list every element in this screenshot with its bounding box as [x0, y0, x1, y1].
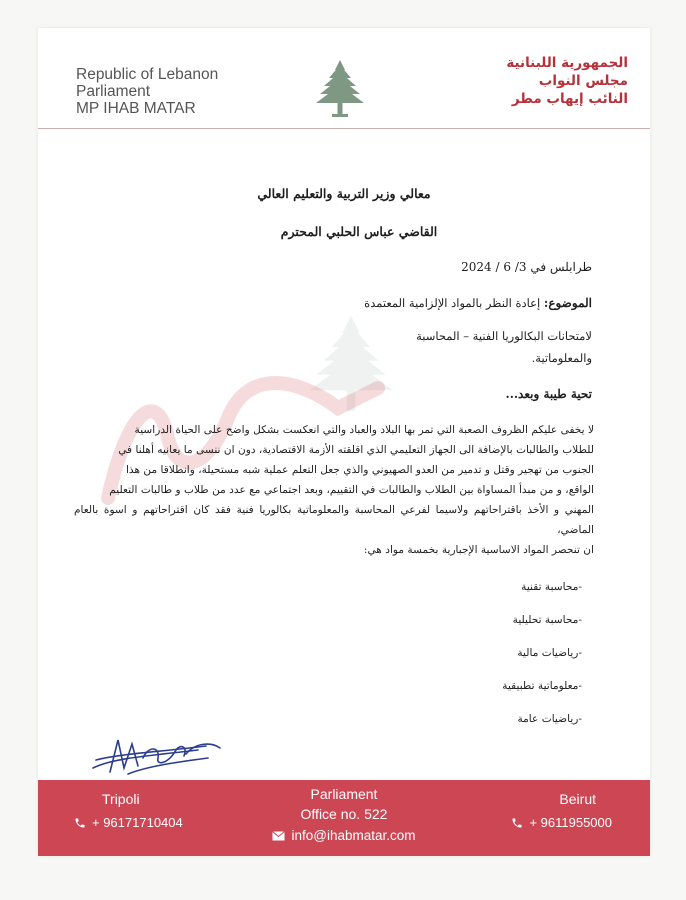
header-ar-line-2: مجلس النواب: [538, 73, 628, 89]
footer-right-phone-row: [511, 814, 612, 832]
footer-beirut: [511, 790, 612, 832]
footer-email-row: [272, 828, 415, 843]
header-english: [76, 66, 218, 117]
header-divider: [38, 128, 650, 129]
phone-icon: [511, 817, 523, 829]
body-line-3: الجنوب من تهجير وقتل و تدمير من العدو الصهيوني والذي جعل التعلم عملية شبه مستحيلة، وانطلاقا من هذا: [125, 464, 594, 476]
footer-left-phone: + 96171710404: [92, 815, 183, 830]
footer-center-line-1: Parliament: [310, 786, 378, 802]
footer-left-city: Tripoli: [102, 791, 140, 807]
greeting: تحية طيبة وبعد...: [505, 387, 592, 401]
envelope-icon: [272, 831, 285, 841]
cedar-icon: [314, 58, 366, 120]
subject-line-2: لامتحانات البكالوريا الفنية – المحاسبة: [416, 329, 592, 343]
header-ar-line-1: الجمهورية اللبنانية: [506, 55, 628, 71]
list-item: -رياضيات عامة: [517, 713, 582, 725]
list-item: -محاسبة تقنية: [521, 581, 582, 593]
letter-body: [74, 420, 594, 560]
header-en-line-2: Parliament: [76, 83, 151, 100]
list-item: -معلوماتية تطبيقية: [502, 680, 582, 692]
addressee-line-1: معالي وزير التربية والتعليم العالي: [257, 186, 431, 201]
body-line-6: ان تنحصر المواد الاساسية الإجبارية بخمسة مواد هي:: [363, 544, 594, 556]
body-line-1: لا يخفى عليكم الظروف الصعبة التي تمر بها البلاد والعباد والتي انعكست بشكل واضح على الحياة الدراسية: [134, 424, 594, 436]
body-line-4: الواقع، و من مبدأ المساواة بين الطلاب والطالبات في التقييم، وبعد اجتماعي مع عدد من طلاب و طالبات التعليم: [109, 484, 594, 496]
letter-date: طرابلس في 3/ 6 / 2024: [461, 260, 592, 274]
subject-label: الموضوع:: [543, 296, 592, 310]
subject-text-1: إعادة النظر بالمواد الإلزامية المعتمدة: [364, 296, 541, 310]
header-arabic: [506, 54, 628, 108]
body-line-5: المهني و الأخذ باقتراحاتهم ولاسيما لفرعي المحاسبة والمعلوماتية بكالوريا فنية فقد كان اقتراحاتهم و اسوة بالعام الماضي،: [74, 504, 594, 536]
subject-line-3: والمعلوماتية.: [531, 351, 592, 365]
subject-line-1: [172, 296, 592, 310]
footer-email[interactable]: info@ihabmatar.com: [291, 828, 416, 843]
footer-right-phone: + 9611955000: [529, 815, 612, 830]
letter-page: [38, 28, 650, 856]
subjects-list: [382, 571, 582, 736]
header-ar-line-3: النائب إيهاب مطر: [511, 91, 628, 107]
header-en-line-3: MP IHAB MATAR: [76, 100, 196, 117]
header-en-line-1: Republic of Lebanon: [76, 66, 219, 83]
footer-right-city: Beirut: [559, 791, 596, 807]
body-line-2: للطلاب والطالبات بالإضافة الى الجهاز التعليمي الذي اقلقته الأزمة الاقتصادية، دون ان ننسى ما يعانيه أهلنا في: [118, 444, 594, 456]
addressee-line-2: القاضي عباس الحلبي المحترم: [280, 224, 438, 239]
footer: [38, 780, 650, 856]
list-item: -رياضيات مالية: [517, 647, 582, 659]
footer-center-line-2: Office no. 522: [300, 806, 388, 822]
signature: [88, 728, 228, 778]
list-item: -محاسبة تحليلية: [512, 614, 582, 626]
